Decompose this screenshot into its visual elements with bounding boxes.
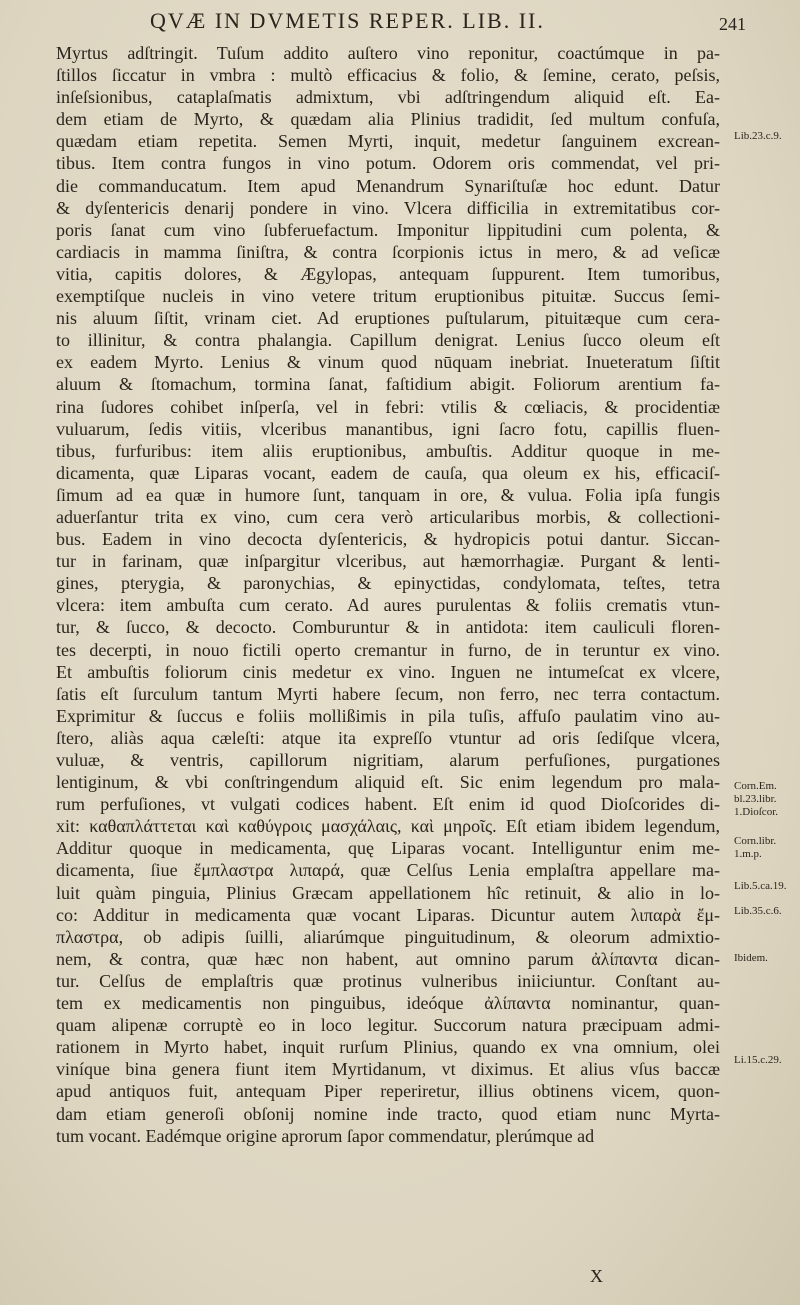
text-line: dicamenta, ſiue ἔμπλαστρα λιπαρά, quæ Celſus Lenia emplaſtra appellare ma-: [56, 860, 720, 881]
text-line: bus. Eadem in vino decocta dyſentericis, & hydropicis potui dantur. Siccan-: [56, 529, 720, 550]
text-line: cardiacis in mamma ſiniſtra, & contra ſcorpionis ictus in mero, & ad veſicæ: [56, 241, 720, 262]
text-line: vlcera: item ambuſta cum cerato. Ad aures purulentas & foliis crematis vtun-: [56, 595, 720, 616]
text-line: die commanducatum. Item apud Menandrum Synariſtuſæ hoc edunt. Datur: [56, 175, 720, 196]
text-line: quam alipenæ corruptè eo in loco legitur. Succorum natura præcipuam admi-: [56, 1015, 720, 1036]
text-line: luit quàm pinguia, Plinius Græcam appellationem hîc retinuit, & alio in lo-: [56, 882, 720, 903]
text-line: tum vocant. Eadémque origine aprorum ſapor commendatur, plerúmque ad: [56, 1125, 595, 1146]
signature-mark: X: [590, 1266, 603, 1286]
text-line: aduerſantur trita ex vino, cum cera verò articularibus morbis, & collectioni-: [56, 506, 720, 527]
text-line: poris ſanat cum vino ſubferuefactum. Imponitur lippitudini cum polenta, &: [56, 219, 720, 240]
text-line: lentiginum, & vbi conſtringendum aliquid eſt. Sic enim legendum pro mala-: [56, 772, 720, 793]
text-line: rina ſudores cohibet inſperſa, vel in febri: vtilis & cœliacis, & procidentiæ: [56, 396, 720, 417]
text-line: ex eadem Myrto. Lenius & vinum quod nūquam inebriat. Inueteratum ſiſtit: [56, 352, 720, 373]
text-line: ſimum ad ea quæ in humore ſunt, tanquam in ore, & vulua. Folia ipſa fungis: [56, 484, 720, 505]
margin-note: Li.15.c.29.: [734, 1054, 782, 1066]
margin-note: Corn.Em. bl.23.libr. 1.Dioſcor.: [734, 780, 778, 818]
text-line: vuluæ, & ventris, capillorum nigritiam, alarum perfuſiones, purgationes: [56, 750, 720, 770]
margin-note: Corn.libr. 1.m.p.: [734, 835, 777, 860]
text-line: tur in farinam, quæ inſpargitur vlceribus, aut hæmorrhagiæ. Purgant & lenti-: [56, 551, 720, 572]
text-line: dam etiam generoſi obſonij nomine inde tracto, quod etiam nunc Myrta-: [56, 1103, 720, 1124]
text-line: rationem in Myrto habet, inquit rurſum Plinius, quando ex vna omnium, olei: [56, 1037, 720, 1058]
text-line: Myrtus adſtringit. Tuſum addito auſtero vino reponitur, coactúmque in pa-: [56, 43, 720, 63]
text-line: vitia, capitis dolores, & Ægylopas, antequam ſuppurent. Item tumoribus,: [56, 263, 720, 284]
text-line: apud antiquos fuit, antequam Piper reperiretur, illius obtinens vicem, quon-: [56, 1081, 720, 1102]
text-line: tes decerpti, in nouo fictili operto cremantur in furno, de in teruntur ex vino.: [56, 639, 720, 660]
text-line: & dyſentericis denarij pondere in vino. Vlcera difficilia in extremitatibus cor-: [56, 197, 720, 218]
margin-note: Ibidem.: [734, 952, 768, 964]
text-line: tur. Celſus de emplaſtris quæ protinus vulneribus iniiciuntur. Conſtant au-: [56, 970, 720, 991]
text-line: inſeſsionibus, cataplaſmatis admixtum, vbi adſtringendum aliquid eſt. Ea-: [56, 87, 720, 108]
text-line: quædam etiam repetita. Semen Myrti, inquit, medetur ſanguinem excrean-: [56, 131, 720, 152]
text-line: Additur quoque in medicamenta, quę Liparas vocant. Intelliguntur enim me-: [56, 838, 720, 859]
text-line: vuluarum, ſedis vitiis, vlceribus manantibus, igni ſacro fotu, capillis fluen-: [56, 418, 720, 439]
text-line: dem etiam de Myrto, & quædam alia Plinius tradidit, ſed multum confuſa,: [56, 109, 720, 130]
running-header: [150, 6, 746, 36]
main-text-block: [56, 42, 720, 1147]
running-title: QVÆ IN DVMETIS REPER. LIB. II.: [150, 8, 545, 33]
text-line: ſatis eſt ſurculum tantum Myrti habere ſecum, non ferro, nec terra contactum.: [56, 683, 720, 704]
text-line: to illinitur, & contra phalangia. Capillum denigrat. Lenius ſucco oleum eſt: [56, 330, 720, 351]
text-line: ſtero, aliàs aqua cæleſti: atque ita expreſſo vtuntur ad oris ſediſque vlcera,: [56, 727, 720, 748]
text-line: tibus. Item contra fungos in vino potum. Odorem oris commendat, vel pri-: [56, 153, 720, 174]
text-line: nem, & contra, quæ hæc non habent, aut omnino parum ἀλίπαντα dican-: [56, 948, 720, 969]
page-number: 241: [719, 14, 746, 34]
text-line: πλαστρα, ob adipis ſuilli, aliarúmque pinguitudinum, & oleorum admixtio-: [56, 926, 720, 947]
margin-note: Lib.35.c.6.: [734, 905, 782, 917]
text-line: gines, pterygia, & paronychias, & epinyctidas, condylomata, teſtes, tetra: [56, 573, 720, 594]
text-line: Exprimitur & ſuccus e foliis mollißimis in pila tuſis, affuſo paulatim vino au-: [56, 705, 720, 726]
text-line: ſtillos ſiccatur in vmbra : multò efficacius & folio, & ſemine, cerato, peſsis,: [56, 65, 720, 86]
text-line: viníque bina genera fiunt item Myrtidanum, vt diximus. Et alius vſus baccæ: [56, 1059, 720, 1080]
text-line: xit: καθαπλάττεται καὶ καθύγροις μασχάλαις, καὶ μηροῖς. Eſt etiam ibidem legendum,: [56, 816, 720, 837]
margin-note: Lib.23.c.9.: [734, 130, 782, 142]
margin-note: Lib.5.ca.19.: [734, 880, 787, 892]
text-line: aluum & ſtomachum, tormina ſanat, faſtidium abigit. Foliorum arentium fa-: [56, 374, 720, 395]
text-line: nis aluum ſiſtit, vrinam ciet. Ad eruptiones puſtularum, pituitæque cum cera-: [56, 308, 720, 329]
text-line: rum perfuſiones, vt vulgati codices habent. Eſt enim id quod Dioſcorides di-: [56, 794, 720, 815]
text-line: tur, & ſucco, & decocto. Comburuntur & in antidota: item cauliculi floren-: [56, 617, 720, 638]
text-line: exemptiſque nucleis in vino vetere tritum eruptionibus pituitæ. Succus ſemi-: [56, 286, 720, 307]
text-line: tem ex medicamentis non pinguibus, ideóque ἀλίπαντα nominantur, quan-: [56, 993, 720, 1014]
text-line: dicamenta, quæ Liparas vocant, eadem de cauſa, qua oleum ex his, efficaciſ-: [56, 462, 720, 483]
text-line: co: Additur in medicamenta quæ vocant Liparas. Dicuntur autem λιπαρὰ ἔμ-: [56, 904, 720, 925]
text-line: Et ambuſtis foliorum cinis medetur ex vino. Inguen ne intumeſcat ex vlcere,: [56, 661, 720, 682]
text-line: tibus, furfuribus: item aliis eruptionibus, ambuſtis. Additur quoque in me-: [56, 440, 720, 461]
